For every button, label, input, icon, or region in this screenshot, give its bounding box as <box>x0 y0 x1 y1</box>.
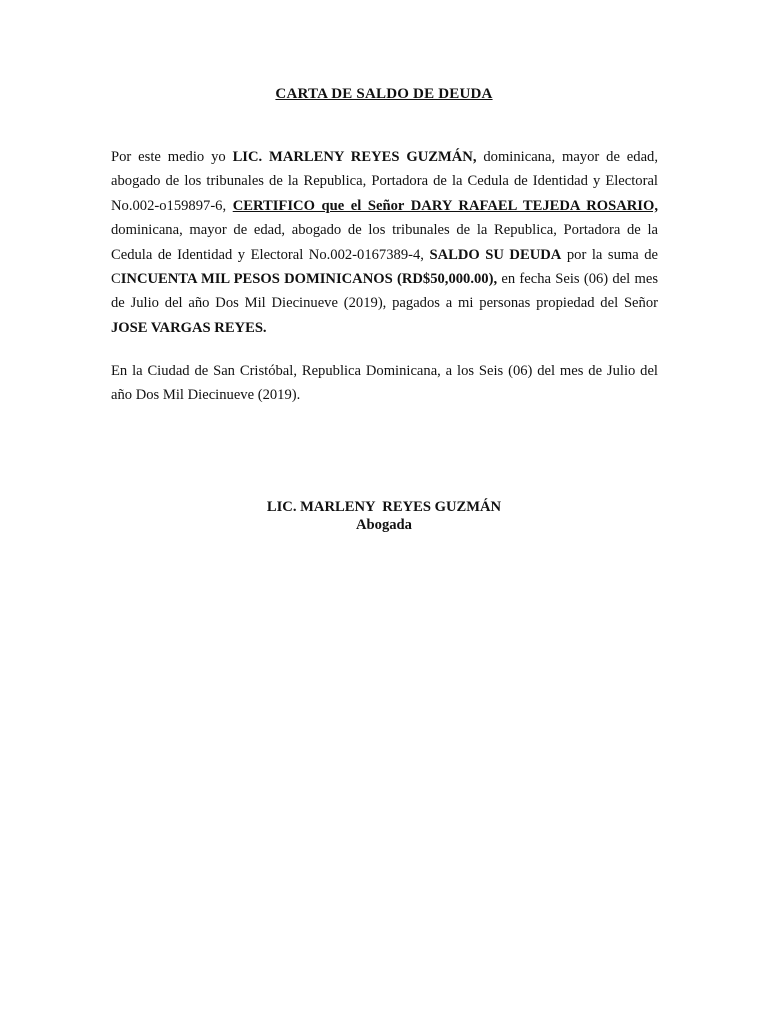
subject-details: dominicana, mayor de edad, abogado de los tribunales de la Republica, Portadora de la Cedula de Identidad y Electoral No.002-0167389-4, <box>111 222 658 263</box>
amount-value: INCUENTA MIL PESOS DOMINICANOS (RD$50,000.00), <box>120 271 498 288</box>
document-title: CARTA DE SALDO DE DEUDA <box>275 86 493 102</box>
payee-name: JOSE VARGAS REYES. <box>111 319 267 336</box>
place-date-paragraph: En la Ciudad de San Cristóbal, Republica Dominicana, a los Seis (06) del mes de Julio del año Dos Mil Diecinueve (2019). <box>111 363 658 404</box>
signatory-role: Abogada <box>356 517 412 533</box>
certification-paragraph <box>111 145 658 340</box>
issuer-name: LIC. MARLENY REYES GUZMÁN, <box>232 149 477 165</box>
certification-subject: CERTIFICO que el Señor DARY RAFAEL TEJEDA ROSARIO, <box>232 197 658 214</box>
signatory-name: LIC. MARLENY REYES GUZMÁN <box>266 499 502 515</box>
amount-intro: por la suma de C <box>111 246 658 288</box>
intro-text: Por este medio yo <box>111 149 233 165</box>
issuer-details: dominicana, mayor de edad, abogado de los tribunales de la Republica, Portadora de la Cedula de Identidad y Electoral No.002-o159897-6, <box>111 149 658 214</box>
date-and-payee-text: en fecha Seis (06) del mes de Julio del año Dos Mil Diecinueve (2019), pagados a mi personas propiedad del Señor <box>111 271 658 312</box>
signature-block <box>0 498 768 534</box>
debt-settled: SALDO SU DEUDA <box>429 246 562 263</box>
